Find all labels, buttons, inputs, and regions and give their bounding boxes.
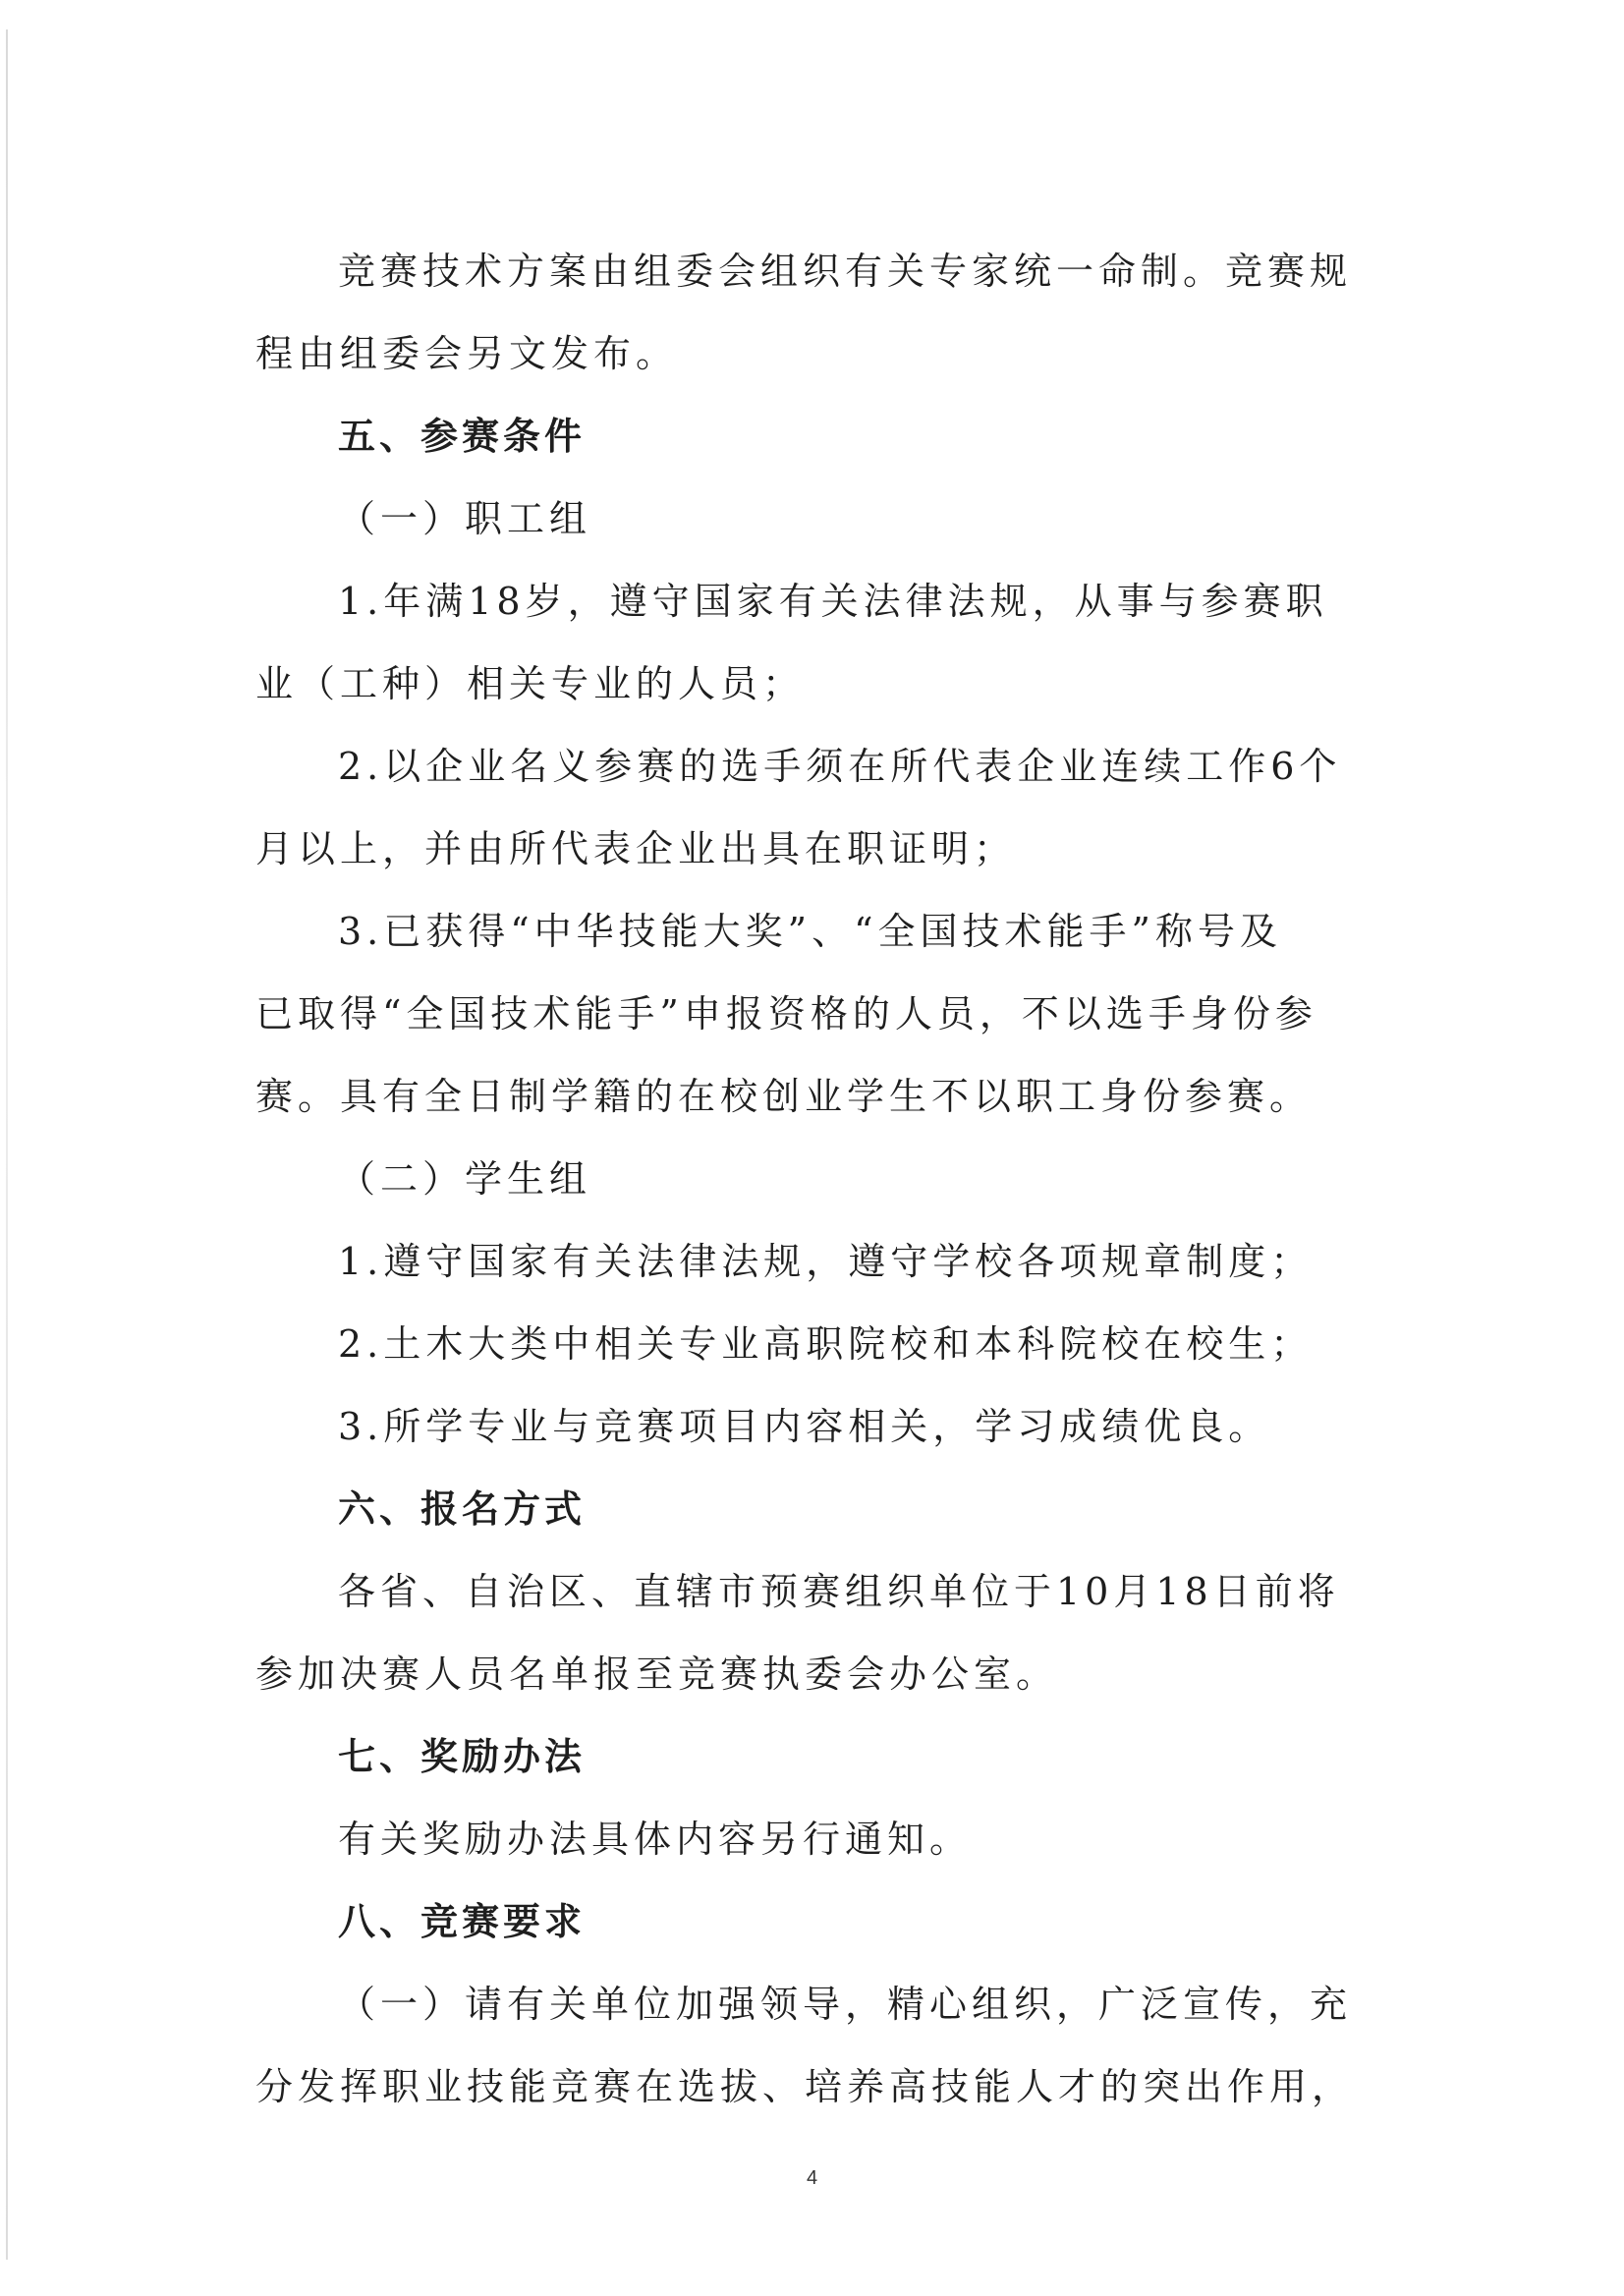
paragraph-line: 2.以企业名义参赛的选手须在所代表企业连续工作6个: [338, 745, 1342, 788]
paragraph-line: 1.年满18岁，遵守国家有关法律法规，从事与参赛职: [338, 580, 1328, 623]
subsection-heading: （二）学生组: [338, 1157, 592, 1201]
paragraph-line: 月以上，并由所代表企业出具在职证明；: [255, 827, 1017, 870]
section-heading: 七、奖励办法: [338, 1735, 587, 1778]
paragraph-line: 各省、自治区、直辖市预赛组织单位于10月18日前将: [338, 1570, 1340, 1613]
paragraph-line: 已取得“全国技术能手”申报资格的人员，不以选手身份参: [255, 992, 1317, 1036]
scan-edge-shadow: [6, 29, 8, 2260]
paragraph-line: 程由组委会另文发布。: [255, 332, 679, 375]
paragraph-line: （一）请有关单位加强领导，精心组织，广泛宣传，充: [338, 1983, 1353, 2026]
section-heading: 八、竞赛要求: [338, 1900, 587, 1943]
paragraph-line: 业（工种）相关专业的人员；: [255, 662, 806, 705]
paragraph-line: 赛。具有全日制学籍的在校创业学生不以职工身份参赛。: [255, 1075, 1313, 1118]
paragraph-line: 3.已获得“中华技能大奖”、“全国技术能手”称号及: [338, 910, 1282, 953]
paragraph-line: 1.遵守国家有关法律法规，遵守学校各项规章制度；: [338, 1240, 1314, 1283]
paragraph-line: 竞赛技术方案由组委会组织有关专家统一命制。竞赛规: [338, 250, 1353, 293]
paragraph-line: 3.所学专业与竞赛项目内容相关，学习成绩优良。: [338, 1405, 1271, 1448]
section-heading: 五、参赛条件: [338, 415, 587, 458]
subsection-heading: （一）职工组: [338, 497, 592, 540]
paragraph-line: 2.土木大类中相关专业高职院校和本科院校在校生；: [338, 1322, 1314, 1366]
paragraph-line: 分发挥职业技能竞赛在选拔、培养高技能人才的突出作用，: [255, 2065, 1355, 2108]
page-number: 4: [806, 2167, 818, 2189]
paragraph-line: 有关奖励办法具体内容另行通知。: [338, 1818, 973, 1861]
section-heading: 六、报名方式: [338, 1487, 587, 1531]
paragraph-line: 参加决赛人员名单报至竞赛执委会办公室。: [255, 1652, 1059, 1696]
